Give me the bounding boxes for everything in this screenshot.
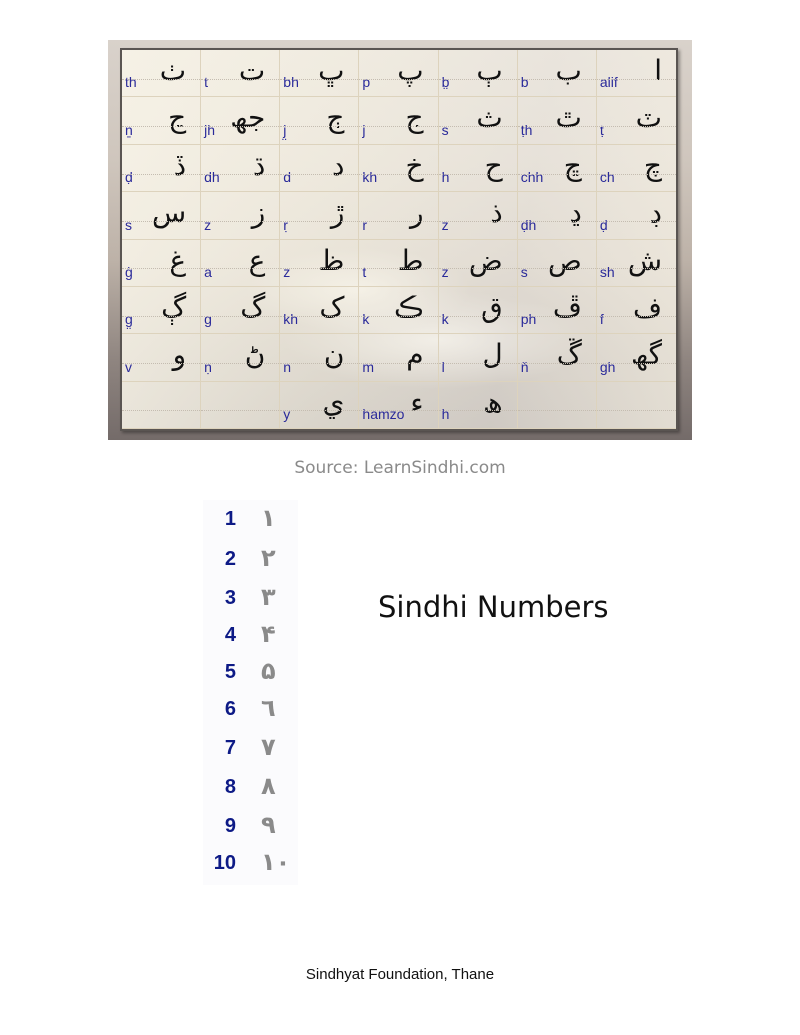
latin-transliteration: k <box>441 311 449 328</box>
latin-transliteration: ḍh <box>520 216 537 233</box>
latin-transliteration: s <box>125 216 132 233</box>
alphabet-cell <box>280 334 359 381</box>
alphabet-cell <box>518 145 597 192</box>
sindhi-letter: جھ <box>230 101 266 135</box>
latin-transliteration: n <box>283 358 292 375</box>
latin-transliteration: ġ <box>125 263 133 280</box>
alphabet-cell <box>122 145 201 192</box>
sindhi-letter: ب <box>555 54 582 87</box>
latin-transliteration: ḍ <box>125 169 133 186</box>
sindhi-letter: س <box>151 196 187 230</box>
sindhi-letter: گ <box>240 290 266 324</box>
alphabet-cell <box>359 382 438 429</box>
alphabet-cell <box>280 97 359 144</box>
alphabet-cell <box>122 97 201 144</box>
latin-transliteration: jh <box>204 121 216 138</box>
sindhi-letter: د <box>331 148 345 182</box>
number-row <box>203 848 298 888</box>
sindhi-letter: ڍ <box>569 196 582 230</box>
alphabet-cell <box>280 240 359 287</box>
sindhi-letter: پ <box>397 54 424 87</box>
alphabet-cell <box>439 50 518 97</box>
alphabet-cell <box>122 240 201 287</box>
latin-transliteration: ṭh <box>520 121 533 138</box>
sindhi-letter: ز <box>251 196 266 230</box>
number-sindhi: ۳ <box>261 583 276 611</box>
footer-text: Sindhyat Foundation, Thane <box>305 966 495 983</box>
latin-transliteration: th <box>125 74 137 91</box>
alphabet-cell <box>280 192 359 239</box>
latin-transliteration: r <box>362 216 368 233</box>
latin-transliteration: b̤ <box>441 74 450 91</box>
alphabet-cell <box>597 382 676 429</box>
sindhi-letter: ف <box>632 290 662 324</box>
latin-transliteration: k <box>362 311 370 328</box>
latin-transliteration: g <box>204 311 212 328</box>
alphabet-cell <box>597 334 676 381</box>
number-sindhi: ۱ <box>261 504 276 532</box>
latin-transliteration: a <box>204 263 212 280</box>
sindhi-letter: ء <box>410 385 424 419</box>
number-latin: 1 <box>224 508 236 530</box>
latin-transliteration: z <box>441 263 449 280</box>
sindhi-letter: و <box>172 338 187 372</box>
alphabet-cell <box>518 334 597 381</box>
latin-transliteration: chh <box>520 169 544 186</box>
alphabet-cell <box>518 240 597 287</box>
number-latin: 9 <box>224 815 236 837</box>
alphabet-cell <box>201 334 280 381</box>
sindhi-letter: ڳ <box>161 290 187 324</box>
sindhi-letter: ڌ <box>252 148 266 182</box>
latin-transliteration: f <box>599 311 604 328</box>
alphabet-cell <box>359 334 438 381</box>
latin-transliteration: kh <box>283 311 299 328</box>
sindhi-letter: ھ <box>483 385 503 419</box>
latin-transliteration: ṭ <box>599 121 604 138</box>
number-latin: 5 <box>224 661 236 683</box>
alphabet-cell <box>518 50 597 97</box>
number-sindhi: ۵ <box>261 657 276 685</box>
number-row <box>203 583 298 623</box>
alphabet-cell <box>122 334 201 381</box>
latin-transliteration: s <box>520 263 528 280</box>
sindhi-letter: ٻ <box>476 54 503 87</box>
numbers-section-title: Sindhi Numbers <box>378 590 609 624</box>
latin-transliteration: h <box>441 169 450 186</box>
alphabet-cell <box>359 145 438 192</box>
alphabet-cell <box>280 382 359 429</box>
number-latin: 3 <box>224 587 236 609</box>
latin-transliteration: ph <box>520 311 537 328</box>
latin-transliteration: t <box>204 74 209 91</box>
latin-transliteration: j̤ <box>283 121 287 138</box>
sindhi-letter: خ <box>405 148 424 182</box>
sindhi-letter: ظ <box>318 243 345 277</box>
latin-transliteration: j <box>362 121 366 138</box>
latin-transliteration: ch <box>599 169 615 186</box>
number-row <box>203 544 298 584</box>
sindhi-letter: ڃ <box>168 101 187 135</box>
sindhi-letter: ڄ <box>326 101 345 135</box>
number-row <box>203 694 298 734</box>
sindhi-letter: ث <box>476 101 503 135</box>
sindhi-letter: ڊ <box>649 196 662 230</box>
number-row <box>203 620 298 660</box>
number-sindhi: ۷ <box>261 733 276 761</box>
sindhi-alphabet-chart <box>108 40 692 440</box>
number-latin: 6 <box>224 698 236 720</box>
alphabet-cell <box>518 97 597 144</box>
latin-transliteration: kh <box>362 169 378 186</box>
alphabet-cell <box>439 97 518 144</box>
latin-transliteration: bh <box>283 74 299 91</box>
alphabet-cell <box>597 97 676 144</box>
sindhi-letter: ل <box>482 338 503 372</box>
latin-transliteration: v <box>125 358 132 375</box>
alphabet-cell <box>439 192 518 239</box>
sindhi-letter: ط <box>397 243 424 277</box>
alphabet-cell <box>122 50 201 97</box>
latin-transliteration: dh <box>204 169 220 186</box>
sindhi-letter: ر <box>410 196 424 230</box>
alphabet-cell <box>597 192 676 239</box>
sindhi-letter: ن <box>323 338 345 372</box>
alphabet-cell <box>122 382 201 429</box>
sindhi-letter: ش <box>627 243 662 277</box>
number-sindhi: ۴ <box>261 620 276 648</box>
latin-transliteration: b <box>520 74 529 91</box>
latin-transliteration: h <box>441 406 450 422</box>
alphabet-cell <box>359 240 438 287</box>
sindhi-letter: چ <box>643 148 662 182</box>
alphabet-cell <box>201 287 280 334</box>
latin-transliteration: ḍ <box>599 216 608 233</box>
latin-transliteration: alif <box>599 74 618 91</box>
alphabet-cell <box>518 382 597 429</box>
sindhi-letter: ح <box>484 148 503 182</box>
number-sindhi: ۸ <box>261 772 276 800</box>
number-sindhi: ۲ <box>261 544 276 572</box>
alphabet-cell <box>201 240 280 287</box>
sindhi-letter: ٺ <box>159 54 187 87</box>
sindhi-letter: ڱ <box>556 338 582 372</box>
latin-transliteration: t <box>362 263 367 280</box>
alphabet-cell <box>439 334 518 381</box>
number-latin: 4 <box>224 624 236 646</box>
alphabet-chart-frame <box>120 48 678 431</box>
alphabet-cell <box>122 192 201 239</box>
latin-transliteration: ṉ <box>125 121 133 138</box>
alphabet-cell <box>122 287 201 334</box>
sindhi-letter: ت <box>238 54 266 87</box>
alphabet-cell <box>359 192 438 239</box>
alphabet-cell <box>597 50 676 97</box>
sindhi-letter: گھ <box>630 338 662 372</box>
alphabet-cell <box>201 50 280 97</box>
sindhi-letter: ق <box>480 290 503 324</box>
latin-transliteration: z <box>283 263 291 280</box>
sindhi-letter: ڇ <box>563 148 582 182</box>
sindhi-letter: ض <box>468 243 503 277</box>
latin-transliteration: z <box>441 216 449 233</box>
latin-transliteration: ň <box>520 358 529 375</box>
number-row <box>203 504 298 544</box>
number-latin: 7 <box>224 737 236 759</box>
alphabet-cell <box>201 145 280 192</box>
sindhi-letter: ڙ <box>330 196 345 230</box>
sindhi-letter: ٽ <box>635 101 662 135</box>
alphabet-cell <box>359 50 438 97</box>
alphabet-cell <box>280 50 359 97</box>
alphabet-cell <box>597 287 676 334</box>
sindhi-letter: ک <box>319 290 345 324</box>
number-sindhi: ۹ <box>261 811 276 839</box>
latin-transliteration: d <box>283 169 292 186</box>
number-sindhi: ٦ <box>261 694 276 722</box>
alphabet-cell <box>439 145 518 192</box>
alphabet-cell <box>201 382 280 429</box>
alphabet-cell <box>439 287 518 334</box>
latin-transliteration: hamzo <box>362 406 405 422</box>
alphabet-cell <box>597 240 676 287</box>
sindhi-letter: ڦ <box>552 290 582 324</box>
alphabet-cell <box>518 192 597 239</box>
number-row <box>203 772 298 812</box>
sindhi-letter: ڪ <box>394 290 424 324</box>
latin-transliteration: z <box>204 216 212 233</box>
alphabet-cell <box>597 145 676 192</box>
sindhi-letter: ع <box>248 243 266 277</box>
alphabet-cell <box>201 192 280 239</box>
latin-transliteration: s <box>441 121 449 138</box>
sindhi-letter: ڻ <box>244 338 266 372</box>
latin-transliteration: p <box>362 74 371 91</box>
number-row <box>203 811 298 851</box>
latin-transliteration: ṛ <box>283 216 288 233</box>
number-latin: 10 <box>213 852 236 874</box>
number-latin: 8 <box>224 776 236 798</box>
latin-transliteration: sh <box>599 263 615 280</box>
sindhi-letter: ڏ <box>173 148 187 182</box>
sindhi-letter: ج <box>405 101 424 135</box>
sindhi-letter: ص <box>547 243 582 277</box>
alphabet-cell <box>439 240 518 287</box>
number-row <box>203 733 298 773</box>
sindhi-letter: ٿ <box>555 101 582 135</box>
alphabet-grid <box>122 50 676 429</box>
alphabet-cell <box>280 287 359 334</box>
alphabet-cell <box>359 97 438 144</box>
sindhi-letter: غ <box>169 243 187 277</box>
alphabet-cell <box>201 97 280 144</box>
latin-transliteration: l <box>441 358 445 375</box>
sindhi-letter: ي <box>322 385 345 419</box>
sindhi-letter: ذ <box>490 196 503 230</box>
sindhi-letter: ا <box>654 54 662 87</box>
latin-transliteration: m <box>362 358 375 375</box>
number-sindhi: ۱۰ <box>261 848 291 876</box>
latin-transliteration: y <box>283 406 291 422</box>
alphabet-cell <box>439 382 518 429</box>
latin-transliteration: ṇ <box>204 358 212 375</box>
sindhi-numbers-list <box>203 500 298 885</box>
alphabet-cell <box>518 287 597 334</box>
alphabet-cell <box>359 287 438 334</box>
source-caption: Source: LearnSindhi.com <box>294 458 506 478</box>
number-latin: 2 <box>224 548 236 570</box>
alphabet-cell <box>280 145 359 192</box>
sindhi-letter: ڀ <box>318 54 345 87</box>
latin-transliteration: g̤ <box>125 311 133 328</box>
sindhi-letter: م <box>406 338 424 372</box>
number-row <box>203 657 298 697</box>
latin-transliteration: gh <box>599 358 616 375</box>
